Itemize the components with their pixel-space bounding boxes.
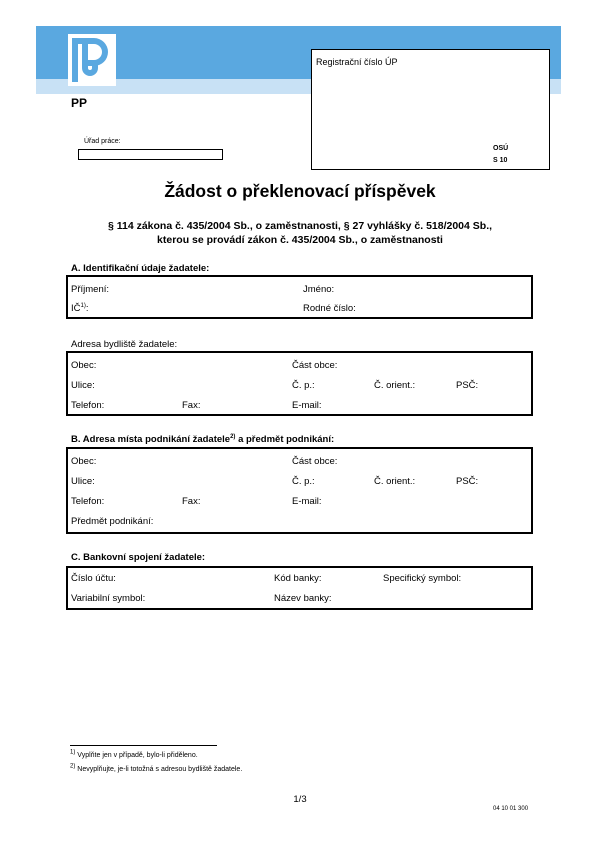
- business-subject-field[interactable]: Předmět podnikání:: [71, 516, 154, 527]
- residence-heading: Adresa bydliště žadatele:: [71, 339, 178, 350]
- bank-name-field[interactable]: Název banky:: [274, 593, 332, 604]
- footnote-1-text: Vyplňte jen v případě, bylo-li přiděleno.: [75, 752, 198, 759]
- up-logo-icon: [68, 34, 116, 86]
- footnote-2-marker: 2): [70, 763, 76, 770]
- business-street-field[interactable]: Ulice:: [71, 476, 95, 487]
- office-field[interactable]: [78, 149, 223, 160]
- footnote-2-text: Nevyplňujte, je-li totožná s adresou bydliště žadatele.: [75, 766, 243, 773]
- footnote-2: [70, 763, 243, 773]
- residence-zip-field[interactable]: PSČ:: [456, 380, 479, 391]
- business-email-field[interactable]: E-mail:: [292, 496, 322, 507]
- ic-field[interactable]: [71, 303, 88, 314]
- account-number-field[interactable]: Číslo účtu:: [71, 573, 116, 584]
- residence-orient-no-field[interactable]: Č. orient.:: [374, 380, 416, 391]
- section-b-heading-post: a předmět podnikání:: [235, 434, 335, 445]
- ic-colon: :: [85, 303, 89, 314]
- form-code: 04 10 01 300: [493, 806, 529, 812]
- specific-symbol-field[interactable]: Specifický symbol:: [383, 573, 462, 584]
- business-zip-field[interactable]: PSČ:: [456, 476, 479, 487]
- page-title: Žádost o překlenovací příspěvek: [164, 181, 436, 201]
- footnote-ref-2: 2): [230, 433, 236, 440]
- page-number: 1/3: [293, 794, 307, 805]
- business-fax-field[interactable]: Fax:: [182, 496, 201, 507]
- office-label: Úřad práce:: [84, 138, 121, 145]
- residence-house-no-field[interactable]: Č. p.:: [292, 380, 315, 391]
- first-name-field[interactable]: Jméno:: [303, 284, 335, 295]
- footnote-1-marker: 1): [70, 749, 76, 756]
- business-municipality-field[interactable]: Obec:: [71, 456, 97, 467]
- osu-label: OSÚ: [493, 145, 509, 152]
- ic-label: IČ: [71, 303, 81, 314]
- residence-fax-field[interactable]: Fax:: [182, 400, 201, 411]
- residence-municipality-field[interactable]: Obec:: [71, 360, 97, 371]
- footnote-ref-1: 1): [80, 302, 86, 309]
- brand-code: PP: [71, 96, 88, 110]
- surname-field[interactable]: Příjmení:: [71, 284, 110, 295]
- section-c-heading: C. Bankovní spojení žadatele:: [71, 552, 206, 563]
- residence-street-field[interactable]: Ulice:: [71, 380, 95, 391]
- subtitle: [0, 219, 600, 247]
- subtitle-line-2: kterou se provádí zákon č. 435/2004 Sb., o zaměstnanosti: [157, 234, 443, 246]
- footnote-divider: [70, 745, 217, 746]
- business-orient-no-field[interactable]: Č. orient.:: [374, 476, 416, 487]
- business-house-no-field[interactable]: Č. p.:: [292, 476, 315, 487]
- business-municipality-part-field[interactable]: Část obce:: [292, 456, 338, 467]
- section-b-heading-pre: B. Adresa místa podnikání žadatele: [71, 434, 231, 445]
- registration-label: Registrační číslo ÚP: [316, 57, 398, 67]
- section-b-heading: [71, 434, 334, 445]
- section-a-box: [66, 275, 533, 319]
- residence-municipality-part-field[interactable]: Část obce:: [292, 360, 338, 371]
- residence-phone-field[interactable]: Telefon:: [71, 400, 105, 411]
- form-ref: S 10: [493, 157, 508, 164]
- section-a-heading: A. Identifikační údaje žadatele:: [71, 263, 210, 274]
- birth-number-field[interactable]: Rodné číslo:: [303, 303, 356, 314]
- registration-box[interactable]: [311, 49, 550, 170]
- footnote-1: [70, 749, 198, 759]
- subtitle-line-1: § 114 zákona č. 435/2004 Sb., o zaměstnanosti, § 27 vyhlášky č. 518/2004 Sb.,: [107, 220, 493, 232]
- business-phone-field[interactable]: Telefon:: [71, 496, 105, 507]
- residence-email-field[interactable]: E-mail:: [292, 400, 322, 411]
- bank-code-field[interactable]: Kód banky:: [274, 573, 322, 584]
- variable-symbol-field[interactable]: Variabilní symbol:: [71, 593, 146, 604]
